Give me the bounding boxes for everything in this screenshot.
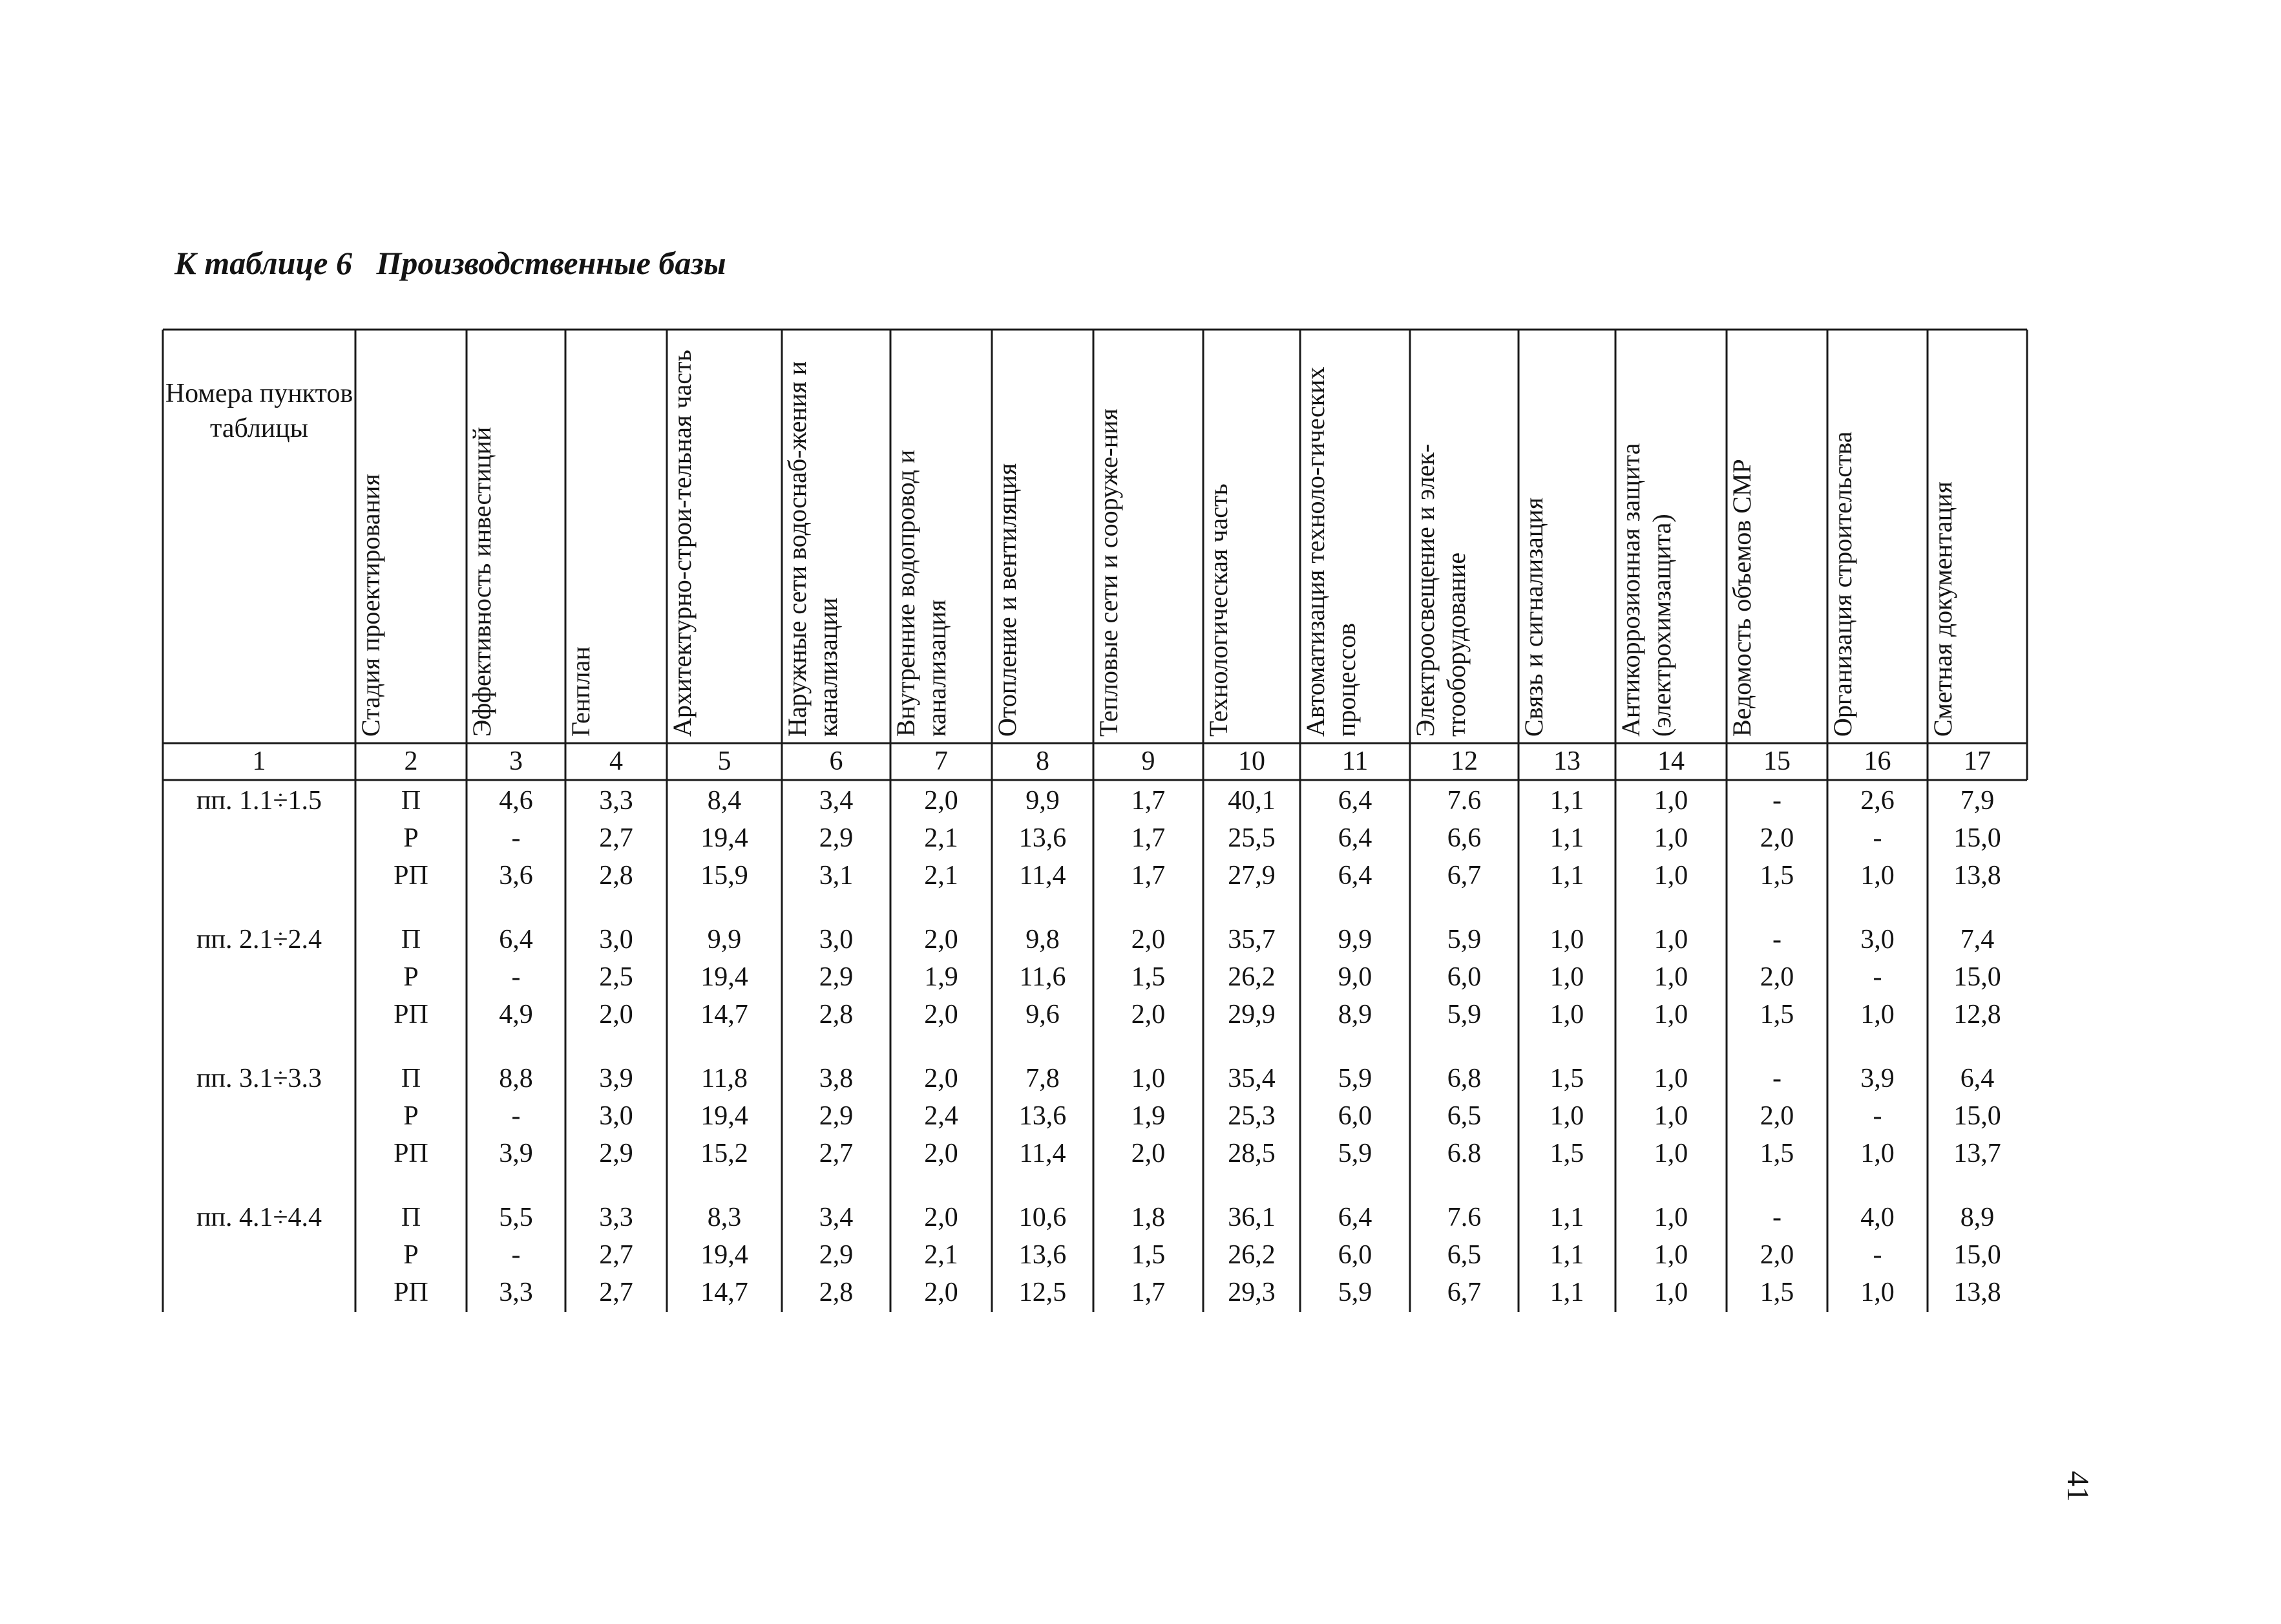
table-cell: 2,0 [1760,1240,1794,1270]
table-cell: 5,9 [1447,925,1482,954]
table-cell: 1,0 [1654,1240,1688,1270]
table-cell: 1,5 [1760,861,1794,891]
table-cell: 1,0 [1654,823,1688,853]
table-cell: 1,5 [1550,1139,1584,1168]
column-header: Генплан [566,646,595,737]
table-cell: 13,6 [1018,1240,1067,1270]
table-cell: 35,4 [1228,1064,1276,1093]
table-cell: 1,5 [1131,1240,1166,1270]
stage-cell: П [401,786,421,816]
table-cell: 1,1 [1550,786,1584,816]
table-cell: - [1772,1203,1782,1232]
table-cell: 19,4 [700,823,748,853]
table-cell: 12,5 [1018,1278,1067,1307]
header-row-label: Номера пунктов таблицы [165,379,353,443]
table-cell: 1,7 [1131,861,1166,891]
table-cell: 3,0 [819,925,854,954]
column-header: Архитектурно-строи-тельная часть [667,350,697,737]
table-cell: 5,5 [499,1203,533,1232]
table-cell: 1,0 [1860,861,1895,891]
column-header: Тепловые сети и сооруже-ния [1094,408,1123,737]
table-cell: 7,9 [1960,786,1995,816]
table-cell: 10,6 [1018,1203,1067,1232]
table-cell: 14,7 [700,1278,748,1307]
table-cell: 2,0 [599,1000,633,1029]
page-title: К таблице 6 Производственные базы [174,245,726,281]
table-cell: 1,1 [1550,823,1584,853]
column-number: 1 [252,746,266,776]
table-cell: 2,1 [924,823,958,853]
table-cell: 9,9 [1025,786,1060,816]
table-cell: 3,3 [499,1278,533,1307]
table-cell: 35,7 [1228,925,1276,954]
table-cell: 1,0 [1654,925,1688,954]
table-cell: 8,4 [707,786,742,816]
table-cell: 6,6 [1447,823,1482,853]
table-cell: 8,9 [1338,1000,1372,1029]
group-label: пп. 4.1÷4.4 [196,1203,322,1232]
column-header: Технологическая часть [1204,483,1233,737]
table-cell: 9,8 [1025,925,1060,954]
column-number: 13 [1553,746,1581,776]
table-cell: 1,1 [1550,1278,1584,1307]
table-cell: 1,0 [1654,786,1688,816]
table-cell: 1,5 [1760,1139,1794,1168]
table-cell: 9,0 [1338,962,1372,992]
table-cell: 1,5 [1550,1064,1584,1093]
table-cell: 5,9 [1338,1064,1372,1093]
table-cell: 8,8 [499,1064,533,1093]
table-cell: 1,0 [1654,962,1688,992]
table-cell: 2,0 [924,1203,958,1232]
table-cell: 1,0 [1860,1000,1895,1029]
table-cell: 2,1 [924,861,958,891]
table-cell: 1,0 [1131,1064,1166,1093]
column-number: 3 [509,746,523,776]
table-cell: - [511,962,521,992]
table-cell: 29,3 [1228,1278,1276,1307]
column-header: Антикоррозионная защита (электрохимзащита) [1616,443,1676,737]
table-cell: 3,4 [819,1203,854,1232]
column-header: Электроосвещение и элек-тrooборудование [1411,443,1471,737]
table-cell: 36,1 [1228,1203,1276,1232]
table-cell: 9,6 [1025,1000,1060,1029]
table-cell: 1,7 [1131,786,1166,816]
table-cell: 1,5 [1131,962,1166,992]
column-header: Сметная документация [1928,481,1957,737]
table-cell: 4,0 [1860,1203,1895,1232]
stage-cell: РП [394,1139,428,1168]
table-cell: 28,5 [1228,1139,1276,1168]
table-cell: 2,0 [924,1064,958,1093]
table-cell: 2,0 [924,786,958,816]
table-cell: 3,9 [499,1139,533,1168]
table-cell: 3,0 [599,925,633,954]
group-label: пп. 3.1÷3.3 [196,1064,322,1093]
table-cell: 1,5 [1760,1278,1794,1307]
table-cell: 2,0 [1131,1000,1166,1029]
table-cell: 2,0 [924,1278,958,1307]
stage-cell: П [401,925,421,954]
stage-cell: П [401,1064,421,1093]
table-cell: 27,9 [1228,861,1276,891]
table-cell: 8,9 [1960,1203,1995,1232]
table-cell: 13,6 [1018,823,1067,853]
table-cell: 2,7 [599,1240,633,1270]
column-header: Стадия проектирования [356,474,385,737]
table-cell: 12,8 [1953,1000,2001,1029]
table-cell: 2,8 [819,1278,854,1307]
page-number: 41 [2061,1471,2095,1502]
table-cell: - [1772,925,1782,954]
table-cell: 6.8 [1447,1139,1482,1168]
table-cell: 2,0 [924,1000,958,1029]
table-cell: 2,9 [819,1101,854,1131]
table-cell: 6,4 [1338,861,1372,891]
table-cell: 4,6 [499,786,533,816]
stage-cell: П [401,1203,421,1232]
table-cell: 15,0 [1953,1101,2001,1131]
table-cell: 15,9 [700,861,748,891]
column-header: Ведомость объемов СМР [1727,459,1756,737]
table-cell: 13,8 [1953,1278,2001,1307]
table-cell: 15,0 [1953,823,2001,853]
table-cell: 5,9 [1338,1278,1372,1307]
table-cell: 3,4 [819,786,854,816]
column-number: 5 [717,746,731,776]
table-cell: 1,7 [1131,823,1166,853]
table-cell: 5,9 [1447,1000,1482,1029]
table-cell: 3,3 [599,1203,633,1232]
table-cell: 11,4 [1019,1139,1066,1168]
table-cell: 1,1 [1550,1240,1584,1270]
stage-cell: РП [394,861,428,891]
table-cell: 7.6 [1447,786,1482,816]
table-cell: 1,0 [1654,1101,1688,1131]
column-header: Отопление и вентиляция [993,463,1022,737]
column-number: 4 [609,746,623,776]
table-cell: 6,5 [1447,1240,1482,1270]
column-number: 17 [1964,746,1991,776]
table-cell: 1,0 [1654,1278,1688,1307]
table-cell: 15,0 [1953,1240,2001,1270]
table-cell: 29,9 [1228,1000,1276,1029]
table-cell: 26,2 [1228,1240,1276,1270]
table-cell: 2,7 [599,823,633,853]
table-cell: - [1873,1101,1882,1131]
stage-cell: РП [394,1000,428,1029]
table-cell: 7,4 [1960,925,1995,954]
table-cell: 2,8 [819,1000,854,1029]
table-cell: 2,0 [1131,1139,1166,1168]
table-cell: 6,7 [1447,861,1482,891]
table-cell: 6,4 [1960,1064,1995,1093]
table-cell: 25,3 [1228,1101,1276,1131]
table-cell: 9,9 [707,925,742,954]
table-cell: 1,0 [1860,1139,1895,1168]
table-cell: 2,8 [599,861,633,891]
table-cell: 1,0 [1654,1203,1688,1232]
table-cell: - [1772,786,1782,816]
table-cell: 11,4 [1019,861,1066,891]
table-cell: 5,9 [1338,1139,1372,1168]
column-number: 6 [829,746,843,776]
column-header: Эффективность инвестиций [467,427,496,737]
table-cell: 3,9 [599,1064,633,1093]
table-cell: 7,8 [1025,1064,1060,1093]
table-cell: 14,7 [700,1000,748,1029]
table-cell: 40,1 [1228,786,1276,816]
table-cell: 6,4 [1338,823,1372,853]
table-cell: 13,8 [1953,861,2001,891]
table-cell: 3,0 [1860,925,1895,954]
table-cell: 1,1 [1550,1203,1584,1232]
table-cell: 6,8 [1447,1064,1482,1093]
table-cell: 1,0 [1654,861,1688,891]
table-cell: 11,8 [701,1064,748,1093]
table-cell: 7.6 [1447,1203,1482,1232]
table-cell: 4,9 [499,1000,533,1029]
table-cell: 1,9 [1131,1101,1166,1131]
table-cell: - [1873,1240,1882,1270]
column-number: 7 [934,746,948,776]
table-cell: 6,4 [1338,1203,1372,1232]
table-cell: 13,7 [1953,1139,2001,1168]
table-cell: 2,9 [819,962,854,992]
table-cell: 11,6 [1019,962,1066,992]
column-number: 12 [1451,746,1478,776]
table-cell: - [511,1240,521,1270]
table-cell: 2,7 [819,1139,854,1168]
column-number: 8 [1036,746,1049,776]
group-label: пп. 2.1÷2.4 [196,925,322,954]
table-cell: 1,0 [1550,962,1584,992]
stage-cell: РП [394,1278,428,1307]
table-cell: 1,7 [1131,1278,1166,1307]
table-cell: 2,4 [924,1101,958,1131]
table-cell: 1,0 [1654,1064,1688,1093]
table-cell: - [511,1101,521,1131]
column-number: 15 [1763,746,1791,776]
table-cell: 2,9 [819,1240,854,1270]
table-cell: 1,9 [924,962,958,992]
column-number: 14 [1657,746,1685,776]
column-number: 2 [404,746,418,776]
table-cell: 2,1 [924,1240,958,1270]
table-cell: 2,6 [1860,786,1895,816]
table-cell: 3,3 [599,786,633,816]
table-cell: - [1772,1064,1782,1093]
table-cell: 3,0 [599,1101,633,1131]
group-label: пп. 1.1÷1.5 [196,786,322,816]
table-cell: - [511,823,521,853]
table-cell: 6,0 [1338,1101,1372,1131]
column-number: 16 [1864,746,1891,776]
table-cell: 2,0 [924,1139,958,1168]
table-cell: 3,8 [819,1064,854,1093]
table-cell: 2,0 [1131,925,1166,954]
table-cell: 19,4 [700,962,748,992]
stage-cell: Р [403,1240,419,1270]
table-cell: 1,0 [1860,1278,1895,1307]
table-cell: 6,0 [1447,962,1482,992]
table-cell: 2,0 [1760,1101,1794,1131]
column-header: Организация строительства [1828,431,1857,737]
table-cell: 6,4 [1338,786,1372,816]
column-number: 9 [1141,746,1155,776]
table-cell: 25,5 [1228,823,1276,853]
table-cell: 2,9 [599,1139,633,1168]
table-cell: 3,1 [819,861,854,891]
table-cell: 1,8 [1131,1203,1166,1232]
table-cell: - [1873,823,1882,853]
table-cell: 9,9 [1338,925,1372,954]
column-header: Автоматизация техноло-гических процессов [1301,366,1361,737]
table-cell: 13,6 [1018,1101,1067,1131]
table-cell: 2,0 [1760,962,1794,992]
table-cell: 26,2 [1228,962,1276,992]
table-cell: 8,3 [707,1203,742,1232]
table-cell: 6,7 [1447,1278,1482,1307]
stage-cell: Р [403,1101,419,1131]
table-cell: 3,9 [1860,1064,1895,1093]
table-cell: 19,4 [700,1240,748,1270]
column-number: 10 [1238,746,1265,776]
column-number: 11 [1341,746,1369,776]
table-cell: 15,0 [1953,962,2001,992]
table-cell: 15,2 [700,1139,748,1168]
table-cell: 1,0 [1550,1000,1584,1029]
table-cell: 1,0 [1550,1101,1584,1131]
column-header: Связь и сигнализация [1519,497,1548,737]
table-cell: 6,4 [499,925,533,954]
table-cell: - [1873,962,1882,992]
table-cell: 1,0 [1654,1000,1688,1029]
table-cell: 1,5 [1760,1000,1794,1029]
table-cell: 1,1 [1550,861,1584,891]
table-cell: 2,0 [924,925,958,954]
table-cell: 3,6 [499,861,533,891]
table-cell: 6,5 [1447,1101,1482,1131]
table-cell: 2,0 [1760,823,1794,853]
table-cell: 1,0 [1550,925,1584,954]
column-header: Внутренние водопровод и канализация [891,449,951,737]
column-header: Наружные сети водоснаб-жения и канализации [783,361,843,737]
table-cell: 1,0 [1654,1139,1688,1168]
table-cell: 2,9 [819,823,854,853]
table-cell: 2,7 [599,1278,633,1307]
table-cell: 6,0 [1338,1240,1372,1270]
stage-cell: Р [403,962,419,992]
table-cell: 2,5 [599,962,633,992]
table-cell: 19,4 [700,1101,748,1131]
stage-cell: Р [403,823,419,853]
